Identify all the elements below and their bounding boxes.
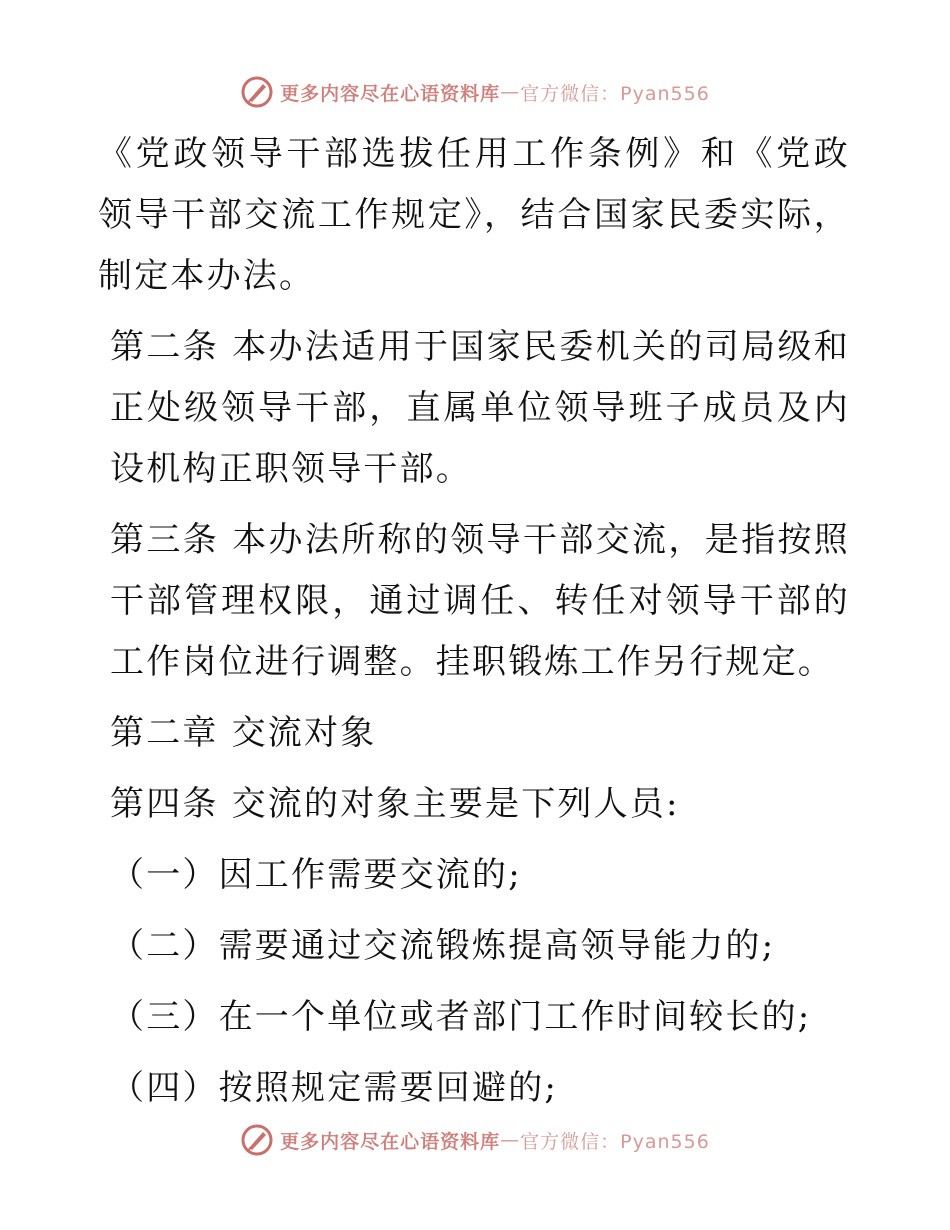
quill-pen-logo-icon: [240, 1123, 274, 1157]
document-body: [98, 124, 850, 1129]
list-item: （三）在一个单位或者部门工作时间较长的;: [110, 997, 812, 1037]
watermark-header: [0, 72, 950, 112]
article-4: 第四条 交流的对象主要是下列人员:: [110, 784, 680, 824]
watermark-brand: 更多内容尽在心语资料库: [280, 82, 501, 105]
chapter-2-heading: 第二章 交流对象: [110, 713, 377, 753]
watermark-separator: —: [500, 1129, 521, 1151]
quill-pen-logo-icon: [240, 75, 274, 109]
list-item: （一）因工作需要交流的;: [110, 855, 522, 895]
list-item: （二）需要通过交流锻炼提高领导能力的;: [110, 926, 776, 966]
article-3: 第三条 本办法所称的领导干部交流，是指按照干部管理权限，通过调任、转任对领导干部的工作岗位进行调整。挂职锻炼工作另行规定。: [110, 520, 850, 682]
list-item: （四）按照规定需要回避的;: [110, 1068, 559, 1108]
paragraph-intro: 《党政领导干部选拔任用工作条例》和《党政领导干部交流工作规定》，结合国家民委实际，制定本办法。: [98, 134, 850, 296]
watermark-separator: —: [500, 81, 521, 103]
watermark-contact: 官方微信：Pyan556: [520, 82, 710, 105]
watermark-footer: [0, 1120, 950, 1160]
article-2: 第二条 本办法适用于国家民委机关的司局级和正处级领导干部，直属单位领导班子成员及内设机构正职领导干部。: [110, 327, 850, 489]
watermark-brand: 更多内容尽在心语资料库: [280, 1130, 501, 1153]
watermark-contact: 官方微信：Pyan556: [520, 1130, 710, 1153]
